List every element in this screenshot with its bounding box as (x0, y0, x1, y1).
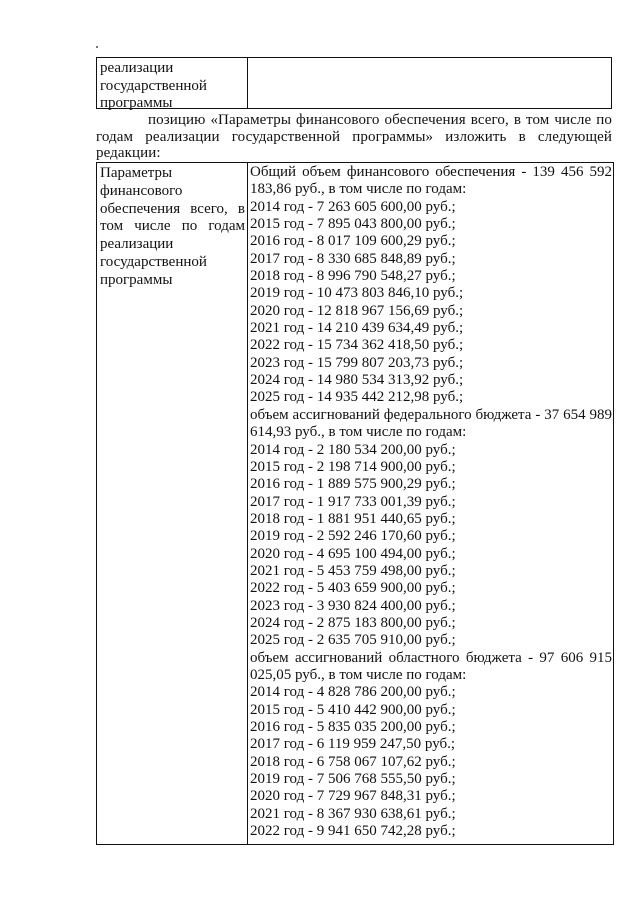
total-year-line: 2017 год - 8 330 685 848,89 руб.; (250, 250, 456, 267)
federal-funding-heading: 614,93 руб., в том числе по годам: (250, 424, 467, 441)
total-funding-heading: 183,86 руб., в том числе по годам: (250, 181, 467, 198)
parameter-label-line: государственной (100, 253, 207, 270)
federal-year-line: 2015 год - 2 198 714 900,00 руб.; (250, 458, 456, 475)
parameter-label-line: том числе по годам (100, 218, 245, 235)
regional-year-line: 2018 год - 6 758 067 107,62 руб.; (250, 753, 456, 770)
parameter-label-line: финансового (100, 182, 183, 199)
regional-year-line: 2015 год - 5 410 442 900,00 руб.; (250, 701, 456, 718)
federal-year-line: 2022 год - 5 403 659 900,00 руб.; (250, 580, 456, 597)
parameter-label-line: Параметры (100, 165, 173, 181)
parameter-label-line: реализации (100, 236, 174, 253)
regional-funding-heading: 025,05 руб., в том числе по годам: (250, 666, 467, 683)
total-funding-heading: Общий объем финансового обеспечения - 139 456 592 (250, 164, 612, 180)
total-year-line: 2020 год - 12 818 967 156,69 руб.; (250, 302, 464, 319)
total-year-line: 2025 год - 14 935 442 212,98 руб.; (250, 389, 464, 406)
parameter-value-cell (248, 163, 613, 844)
regional-year-line: 2021 год - 8 367 930 638,61 руб.; (250, 805, 456, 822)
regional-year-line: 2019 год - 7 506 768 555,50 руб.; (250, 771, 456, 788)
total-year-line: 2016 год - 8 017 109 600,29 руб.; (250, 233, 456, 250)
top-row-left-cell (97, 58, 248, 111)
top-row-left-line: программы (100, 95, 173, 111)
federal-year-line: 2025 год - 2 635 705 910,00 руб.; (250, 632, 456, 649)
total-year-line: 2023 год - 15 799 807 203,73 руб.; (250, 354, 464, 371)
top-row-left-line: государственной (100, 77, 207, 94)
top-row-left-line: реализации (100, 60, 174, 76)
regional-year-line: 2022 год - 9 941 650 742,28 руб.; (250, 823, 456, 840)
federal-year-line: 2023 год - 3 930 824 400,00 руб.; (250, 597, 456, 614)
parameter-label-line: обеспечения всего, в (100, 200, 245, 217)
federal-year-line: 2019 год - 2 592 246 170,60 руб.; (250, 528, 456, 545)
scan-dot (96, 46, 98, 48)
regional-year-line: 2014 год - 4 828 786 200,00 руб.; (250, 684, 456, 701)
federal-year-line: 2016 год - 1 889 575 900,29 руб.; (250, 476, 456, 493)
total-year-line: 2018 год - 8 996 790 548,27 руб.; (250, 268, 456, 285)
regional-year-line: 2017 год - 6 119 959 247,50 руб.; (250, 736, 456, 753)
parameter-label-cell (97, 163, 248, 844)
regional-year-line: 2020 год - 7 729 967 848,31 руб.; (250, 788, 456, 805)
total-year-line: 2015 год - 7 895 043 800,00 руб.; (250, 216, 456, 233)
federal-funding-heading: объем ассигнований федерального бюджета - 37 654 989 (250, 406, 612, 423)
federal-year-line: 2018 год - 1 881 951 440,65 руб.; (250, 510, 456, 527)
total-year-line: 2019 год - 10 473 803 846,10 руб.; (250, 285, 464, 302)
federal-year-line: 2020 год - 4 695 100 494,00 руб.; (250, 545, 456, 562)
total-year-line: 2024 год - 14 980 534 313,92 руб.; (250, 372, 464, 389)
federal-year-line: 2024 год - 2 875 183 800,00 руб.; (250, 614, 456, 631)
continued-table-row (96, 57, 612, 109)
finance-parameters-table (96, 162, 614, 845)
parameter-label-line: программы (100, 271, 173, 288)
federal-year-line: 2017 год - 1 917 733 001,39 руб.; (250, 493, 456, 510)
federal-year-line: 2014 год - 2 180 534 200,00 руб.; (250, 441, 456, 458)
regional-funding-heading: объем ассигнований областного бюджета - 97 606 915 (250, 649, 612, 666)
top-row-right-cell (248, 58, 611, 108)
intro-paragraph: позицию «Параметры финансового обеспечения всего, в том числе по годам реализации государственной программы» изложить в следующей редакции: (96, 112, 612, 161)
regional-year-line: 2016 год - 5 835 035 200,00 руб.; (250, 719, 456, 735)
total-year-line: 2022 год - 15 734 362 418,50 руб.; (250, 337, 464, 354)
federal-year-line: 2021 год - 5 453 759 498,00 руб.; (250, 562, 456, 579)
total-year-line: 2021 год - 14 210 439 634,49 руб.; (250, 320, 464, 337)
total-year-line: 2014 год - 7 263 605 600,00 руб.; (250, 198, 456, 215)
